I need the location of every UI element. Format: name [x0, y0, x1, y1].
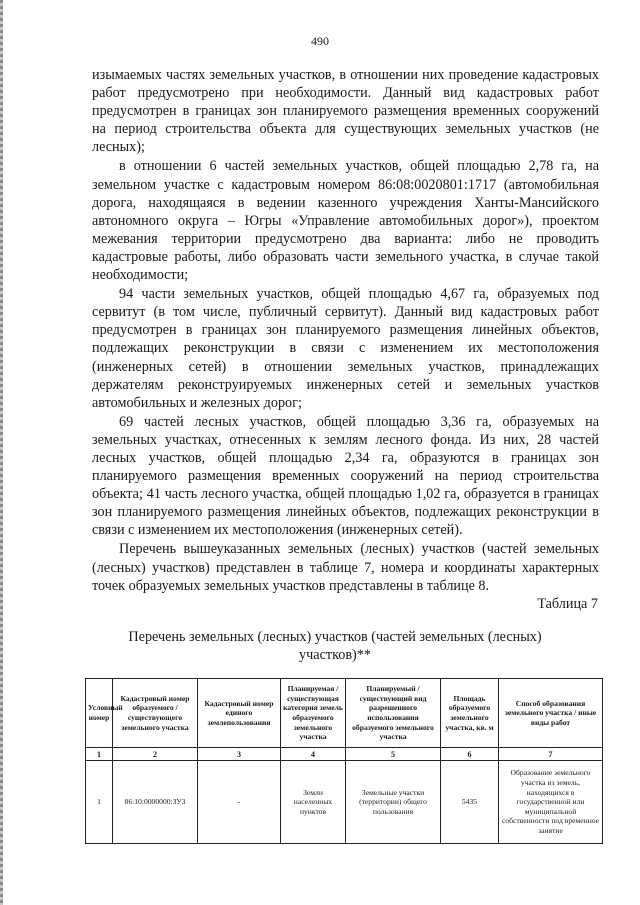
- paragraph-easement-parts: 94 части земельных участков, общей площадью 4,67 га, образуемых под сервитут (в том числе, публичный сервитут). Данный вид кадастровых работ предусмотрен в границах зон планируемого размещения линейных объектов, подлежащих реконструкции в связи с изменением их местоположения (инженерных сетей) в отношении земельных участков, принадлежащих держателям реконструируемых инженерных сетей и земельных участков автомобильных и железных дорог;: [92, 286, 599, 411]
- table-header-row: [86, 679, 603, 748]
- header-single-land-use-number: Кадастровый номер единого землепользования: [198, 679, 281, 748]
- column-number: 6: [441, 748, 499, 761]
- header-formation-method: Способ образования земельного участка / иные виды работ: [499, 679, 603, 748]
- table-column-numbers-row: [86, 748, 603, 761]
- cell-single-land-use-number: -: [198, 761, 281, 844]
- land-plots-table: [85, 678, 603, 844]
- table-title: Перечень земельных (лесных) участков (частей земельных (лесных) участков)**: [128, 629, 542, 663]
- body-text: [92, 66, 599, 595]
- cell-land-category: Земли населенных пунктов: [281, 761, 346, 844]
- cell-permitted-use: Земельные участки (территории) общего пользования: [346, 761, 441, 844]
- table-label: Таблица 7: [537, 596, 598, 612]
- cell-formation-method: Образование земельного участка из земель, находящихся в государственной или муниципальной собственности под временное занятие: [499, 761, 603, 844]
- header-area: Площадь образуемого земельного участка, кв. м: [441, 679, 499, 748]
- column-number: 3: [198, 748, 281, 761]
- cell-cadastral-number: 86:10:0000000:ЗУ3: [113, 761, 198, 844]
- page-number: 490: [311, 34, 329, 48]
- header-cadastral-number: Кадастровый номер образуемого / существующего земельного участка: [113, 679, 198, 748]
- header-permitted-use: Планируемый / существующий вид разрешенного использования образуемого земельного участка: [346, 679, 441, 748]
- column-number: 5: [346, 748, 441, 761]
- cell-area: 5435: [441, 761, 499, 844]
- scan-left-edge: [0, 0, 3, 905]
- paragraph-continuation: изымаемых частях земельных участков, в отношении них проведение кадастровых работ предусмотрено при необходимости. Данный вид кадастровых работ предусмотрен в границах зон планируемого размещения временных сооружений на период строительства объекта для существующих земельных участков (не лесных);: [92, 67, 599, 156]
- header-land-category: Планируемая / существующая категория земель образуемого земельного участка: [281, 679, 346, 748]
- cell-conditional-number: 1: [86, 761, 113, 844]
- column-number: 2: [113, 748, 198, 761]
- header-conditional-number: Условный номер: [86, 679, 113, 748]
- paragraph-forest-parts: 69 частей лесных участков, общей площадью 3,36 га, образуемых на земельных участках, отнесенных к землям лесного фонда. Из них, 28 частей лесных участков, общей площадью 2,34 га, образуются в границах зон планируемого размещения временных сооружений на период строительства объекта; 41 часть лесного участка, общей площадью 1,02 га, образуется в границах зон планируемого размещения линейных объектов, подлежащих реконструкции в связи с изменением их местоположения (инженерных сетей).: [92, 413, 599, 539]
- paragraph-table-reference: Перечень вышеуказанных земельных (лесных) участков (частей земельных (лесных) участков) представлен в таблице 7, номера и координаты характерных точек образуемых земельных участков представлены в таблице 8.: [92, 541, 599, 594]
- column-number: 7: [499, 748, 603, 761]
- column-number: 4: [281, 748, 346, 761]
- column-number: 1: [86, 748, 113, 761]
- paragraph-cadastral-road: в отношении 6 частей земельных участков, общей площадью 2,78 га, на земельном участке с кадастровым номером 86:08:0020801:1717 (автомобильная дорога, находящаяся в ведении казенного учреждения Ханты-Мансийского автономного округа – Югры «Управление автомобильных дорог»), проектом межевания территории предусмотрено два варианта: либо не проводить кадастровые работы, либо образовать части земельного участка, в случае такой необходимости;: [92, 158, 599, 284]
- table-row: [86, 761, 603, 844]
